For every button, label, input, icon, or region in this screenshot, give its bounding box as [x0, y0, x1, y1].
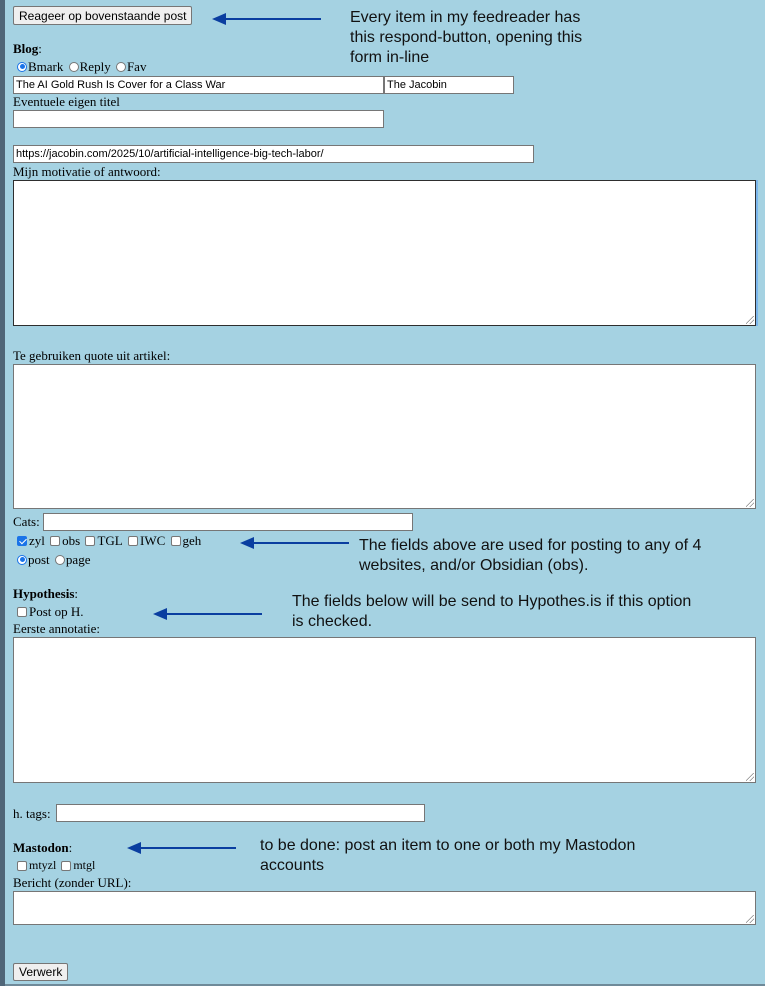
hypothesis-post-checkbox[interactable] — [15, 604, 84, 620]
colon: : — [74, 586, 79, 601]
resize-grip-icon[interactable] — [746, 499, 754, 507]
checkbox-icon[interactable] — [61, 861, 71, 871]
annotation-note-1 — [350, 8, 582, 68]
checkbox-icon[interactable] — [171, 536, 181, 546]
site-checkbox-group — [15, 533, 201, 549]
annotation-note-2 — [359, 536, 701, 576]
note-line: is checked. — [292, 613, 373, 630]
blog-heading — [13, 41, 42, 56]
quote-textarea[interactable] — [13, 364, 756, 509]
annotation-textarea[interactable] — [13, 637, 756, 783]
checkbox-icon[interactable] — [17, 607, 27, 617]
mastodon-heading — [13, 840, 72, 855]
note-line: accounts — [260, 857, 325, 874]
radio-label: post — [28, 552, 50, 567]
radio-label: Reply — [79, 59, 111, 74]
motivation-label: Mijn motivatie of antwoord: — [13, 164, 161, 179]
submit-button[interactable]: Verwerk — [13, 963, 68, 981]
radio-reply[interactable] — [67, 59, 111, 74]
checkbox-label: zyl — [29, 533, 45, 548]
annotation-note-4 — [260, 836, 635, 876]
title-input[interactable]: The AI Gold Rush Is Cover for a Class War — [13, 76, 384, 94]
checkbox-geh[interactable] — [169, 533, 202, 548]
checkbox-tgl[interactable] — [83, 533, 122, 548]
note-line: to be done: post an item to one or both my Mastodon — [260, 837, 636, 854]
radio-page[interactable] — [53, 552, 91, 567]
source-input[interactable]: The Jacobin — [384, 76, 514, 94]
blog-heading-text: Blog — [13, 41, 39, 56]
hypothesis-heading — [13, 586, 78, 601]
checkbox-label: geh — [182, 533, 202, 548]
cats-label: Cats: — [13, 514, 40, 529]
radio-label: Fav — [126, 59, 147, 74]
radio-icon[interactable] — [55, 555, 65, 565]
checkbox-icon[interactable] — [17, 861, 27, 871]
own-title-label: Eventuele eigen titel — [13, 94, 120, 109]
checkbox-icon[interactable] — [128, 536, 138, 546]
note-line: this respond-button, opening this — [350, 29, 583, 46]
radio-bmark[interactable] — [15, 59, 63, 74]
arrow-left-icon — [212, 13, 321, 25]
hypothesis-heading-text: Hypothesis — [13, 586, 75, 601]
checkbox-zyl[interactable] — [15, 533, 45, 548]
cats-input[interactable] — [43, 513, 413, 531]
resize-grip-icon[interactable] — [746, 316, 754, 324]
colon: : — [38, 41, 42, 56]
note-line: The fields above are used for posting to any of 4 — [359, 537, 702, 554]
radio-label: Bmark — [28, 59, 64, 74]
arrow-left-icon — [240, 537, 349, 549]
radio-selected-icon[interactable] — [17, 62, 27, 72]
mastodon-account-group — [15, 858, 95, 875]
checkbox-label: mtgl — [73, 858, 96, 872]
checkbox-iwc[interactable] — [126, 533, 165, 548]
checkbox-mtyzl[interactable] — [15, 858, 56, 873]
colon: : — [68, 840, 73, 855]
resize-grip-icon[interactable] — [746, 773, 754, 781]
own-title-input[interactable] — [13, 110, 384, 128]
checkbox-label: IWC — [139, 533, 166, 548]
note-line: Every item in my feedreader has — [350, 9, 581, 26]
htags-label: h. tags: — [13, 806, 51, 821]
checkbox-icon[interactable] — [85, 536, 95, 546]
radio-icon[interactable] — [69, 62, 79, 72]
post-type-group — [15, 552, 90, 568]
window-edge-stripe — [0, 0, 5, 986]
checkbox-mtgl[interactable] — [59, 858, 95, 873]
checkbox-icon[interactable] — [50, 536, 60, 546]
quote-label: Te gebruiken quote uit artikel: — [13, 348, 171, 363]
checkbox-obs[interactable] — [48, 533, 80, 548]
checkbox-label: mtyzl — [29, 858, 57, 872]
radio-icon[interactable] — [116, 62, 126, 72]
radio-fav[interactable] — [114, 59, 147, 74]
blog-type-group — [15, 59, 146, 75]
note-line: The fields below will be send to Hypothes.is if this option — [292, 593, 692, 610]
checkbox-checked-icon[interactable] — [17, 536, 27, 546]
arrow-left-icon — [153, 608, 262, 620]
message-textarea[interactable] — [13, 891, 756, 925]
radio-label: page — [65, 552, 91, 567]
note-line: form in-line — [350, 49, 430, 66]
annotation-note-3 — [292, 592, 691, 632]
htags-input[interactable] — [56, 804, 425, 822]
checkbox-label: obs — [62, 533, 81, 548]
note-line: websites, and/or Obsidian (obs). — [359, 557, 589, 574]
resize-grip-icon[interactable] — [746, 915, 754, 923]
mastodon-heading-text: Mastodon — [13, 840, 69, 855]
checkbox-label: Post op H. — [29, 604, 84, 619]
radio-post[interactable] — [15, 552, 50, 567]
checkbox-label: TGL — [97, 533, 123, 548]
url-input[interactable]: https://jacobin.com/2025/10/artificial-intelligence-big-tech-labor/ — [13, 145, 534, 163]
message-label: Bericht (zonder URL): — [13, 875, 132, 890]
motivation-textarea[interactable] — [13, 180, 756, 326]
respond-button[interactable]: Reageer op bovenstaande post — [13, 6, 192, 25]
annotation-label: Eerste annotatie: — [13, 621, 100, 636]
arrow-left-icon — [127, 842, 236, 854]
radio-selected-icon[interactable] — [17, 555, 27, 565]
